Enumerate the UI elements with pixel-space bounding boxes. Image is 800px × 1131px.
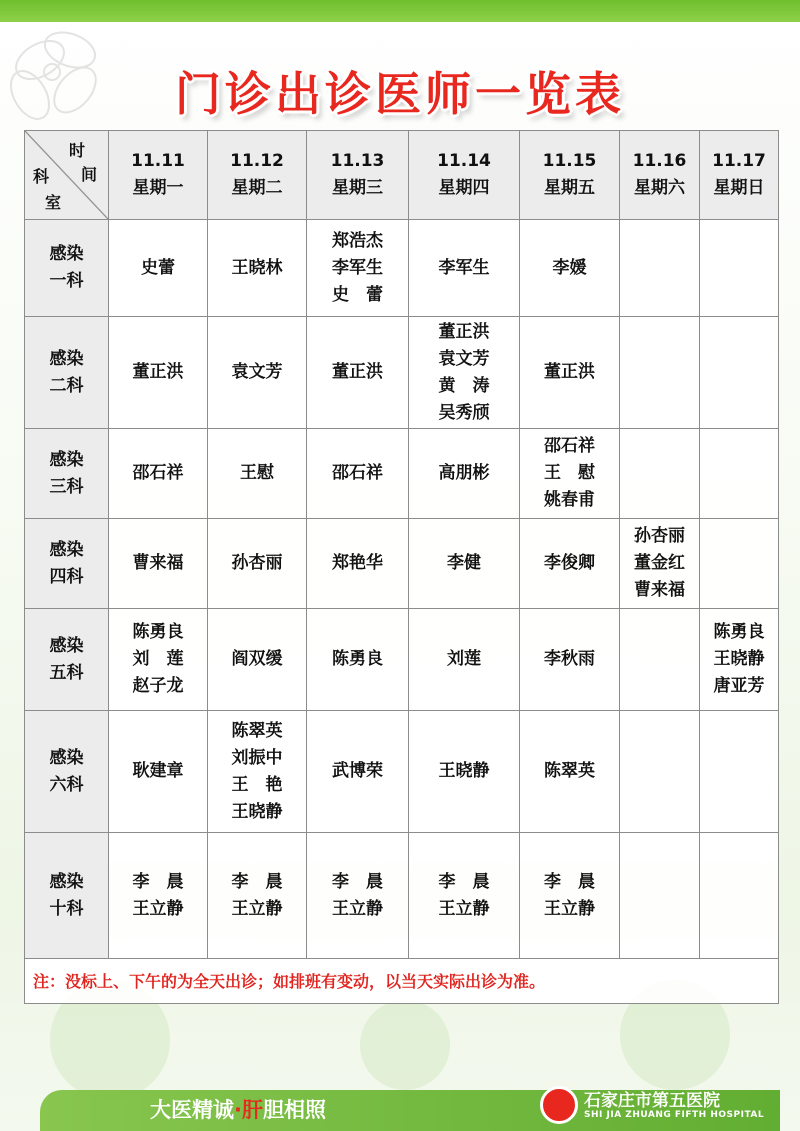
schedule-cell bbox=[520, 833, 620, 959]
schedule-cell bbox=[620, 609, 700, 711]
department-label: 十科 bbox=[49, 898, 84, 919]
doctor-name: 袁文芳 bbox=[438, 348, 490, 369]
corner-time-label: 时 bbox=[69, 141, 86, 160]
doctor-name: 陈翠英 bbox=[544, 761, 595, 781]
schedule-cell bbox=[307, 429, 409, 519]
day-weekday: 星期五 bbox=[544, 178, 595, 198]
day-date: 11.15 bbox=[542, 151, 597, 171]
schedule-cell bbox=[700, 609, 779, 711]
doctor-name: 董正洪 bbox=[438, 321, 490, 342]
schedule-cell bbox=[520, 317, 620, 429]
doctor-name: 邵石祥 bbox=[544, 436, 595, 456]
schedule-cell bbox=[409, 220, 520, 317]
corner-cell bbox=[25, 131, 109, 220]
day-date: 11.13 bbox=[330, 151, 385, 171]
doctor-name: 李 晨 bbox=[438, 871, 490, 892]
schedule-cell bbox=[700, 519, 779, 609]
doctor-name: 董正洪 bbox=[544, 362, 595, 382]
schedule-cell bbox=[109, 429, 208, 519]
schedule-cell bbox=[208, 711, 307, 833]
day-header bbox=[700, 131, 779, 220]
doctor-name: 刘莲 bbox=[447, 649, 481, 669]
slogan-part: 大医精诚 bbox=[150, 1098, 234, 1122]
doctor-name: 邵石祥 bbox=[132, 463, 184, 483]
note-row bbox=[25, 959, 779, 1004]
doctor-name: 孙杏丽 bbox=[634, 526, 685, 546]
department-cell bbox=[25, 429, 109, 519]
doctor-name: 李秋雨 bbox=[544, 649, 595, 669]
schedule-cell bbox=[409, 519, 520, 609]
table-row bbox=[25, 609, 779, 711]
department-cell bbox=[25, 609, 109, 711]
footer-slogan bbox=[150, 1094, 326, 1124]
schedule-cell bbox=[520, 519, 620, 609]
schedule-cell bbox=[700, 317, 779, 429]
doctor-name: 王晓林 bbox=[231, 257, 283, 278]
doctor-name: 姚春甫 bbox=[544, 490, 595, 510]
hospital-name-en: SHI JIA ZHUANG FIFTH HOSPITAL bbox=[584, 1110, 765, 1120]
doctor-name: 王晓静 bbox=[231, 801, 283, 822]
top-green-bar bbox=[0, 0, 800, 22]
doctor-name: 王立静 bbox=[332, 898, 383, 919]
doctor-name: 王立静 bbox=[438, 898, 490, 919]
doctor-name: 李健 bbox=[447, 553, 481, 573]
page-title: 门诊出诊医师一览表 bbox=[175, 67, 625, 121]
department-label: 二科 bbox=[49, 375, 84, 396]
schedule-cell bbox=[409, 711, 520, 833]
doctor-name: 李军生 bbox=[438, 257, 490, 278]
doctor-name: 吴秀颀 bbox=[438, 402, 490, 423]
schedule-cell bbox=[700, 220, 779, 317]
schedule-table bbox=[24, 130, 779, 1004]
footer bbox=[0, 1068, 800, 1131]
schedule-cell bbox=[208, 609, 307, 711]
day-weekday: 星期一 bbox=[132, 178, 184, 198]
doctor-name: 高朋彬 bbox=[438, 463, 490, 483]
doctor-name: 李 晨 bbox=[132, 871, 184, 892]
schedule-cell bbox=[620, 833, 700, 959]
day-header bbox=[208, 131, 307, 220]
table-row bbox=[25, 220, 779, 317]
doctor-name: 陈勇良 bbox=[713, 622, 765, 642]
corner-dept-label: 室 bbox=[45, 193, 62, 212]
doctor-name: 唐亚芳 bbox=[713, 676, 765, 696]
doctor-name: 刘 莲 bbox=[132, 649, 184, 669]
doctor-name: 李俊卿 bbox=[544, 553, 595, 573]
table-row bbox=[25, 317, 779, 429]
schedule-cell bbox=[409, 429, 520, 519]
doctor-name: 董金红 bbox=[634, 553, 685, 573]
schedule-cell bbox=[620, 220, 700, 317]
corner-time-label: 间 bbox=[81, 165, 98, 184]
doctor-name: 赵子龙 bbox=[132, 676, 184, 696]
day-header bbox=[409, 131, 520, 220]
day-date: 11.17 bbox=[712, 151, 766, 171]
day-weekday: 星期六 bbox=[634, 178, 685, 198]
hospital-name-cn: 石家庄市第五医院 bbox=[584, 1091, 720, 1111]
schedule-cell bbox=[700, 833, 779, 959]
schedule-cell bbox=[620, 317, 700, 429]
doctor-name: 陈勇良 bbox=[132, 622, 184, 642]
doctor-name: 史 蕾 bbox=[332, 284, 383, 305]
schedule-cell bbox=[307, 609, 409, 711]
department-label: 感染 bbox=[49, 871, 84, 892]
day-date: 11.16 bbox=[632, 151, 687, 171]
department-cell bbox=[25, 317, 109, 429]
doctor-name: 郑艳华 bbox=[332, 553, 383, 573]
schedule-cell bbox=[109, 609, 208, 711]
department-label: 感染 bbox=[49, 747, 84, 768]
schedule-note: 注：没标上、下午的为全天出诊；如排班有变动，以当天实际出诊为准。 bbox=[25, 959, 779, 1004]
doctor-name: 王 艳 bbox=[231, 774, 283, 795]
doctor-name: 王慰 bbox=[240, 463, 274, 483]
doctor-name: 李 晨 bbox=[231, 871, 283, 892]
slogan-part: 胆相照 bbox=[262, 1098, 326, 1122]
doctor-name: 李军生 bbox=[332, 257, 383, 278]
schedule-cell bbox=[208, 220, 307, 317]
schedule-cell bbox=[109, 833, 208, 959]
doctor-name: 刘振中 bbox=[231, 747, 283, 768]
schedule-cell bbox=[409, 317, 520, 429]
doctor-name: 阎双缓 bbox=[231, 649, 283, 669]
doctor-name: 王晓静 bbox=[438, 761, 490, 781]
department-label: 感染 bbox=[49, 449, 84, 470]
department-label: 感染 bbox=[49, 348, 84, 369]
doctor-name: 李 晨 bbox=[332, 871, 383, 892]
day-header bbox=[520, 131, 620, 220]
schedule-cell bbox=[409, 833, 520, 959]
schedule-cell bbox=[109, 711, 208, 833]
schedule-cell bbox=[109, 317, 208, 429]
doctor-name: 李 晨 bbox=[544, 871, 595, 892]
doctor-name: 王立静 bbox=[231, 898, 283, 919]
doctor-name: 袁文芳 bbox=[231, 362, 283, 382]
schedule-cell bbox=[520, 429, 620, 519]
doctor-name: 武博荣 bbox=[332, 761, 383, 781]
schedule-cell bbox=[700, 429, 779, 519]
doctor-name: 王立静 bbox=[132, 898, 184, 919]
department-label: 感染 bbox=[49, 244, 84, 264]
doctor-name: 史蕾 bbox=[141, 257, 175, 278]
schedule-cell bbox=[520, 711, 620, 833]
table-row bbox=[25, 833, 779, 959]
table-row bbox=[25, 711, 779, 833]
doctor-name: 孙杏丽 bbox=[231, 553, 283, 573]
schedule-cell bbox=[520, 609, 620, 711]
schedule-cell bbox=[109, 220, 208, 317]
schedule-cell bbox=[307, 317, 409, 429]
hospital-logo-icon bbox=[540, 1086, 578, 1124]
day-header bbox=[307, 131, 409, 220]
day-date: 11.12 bbox=[230, 151, 284, 171]
day-date: 11.14 bbox=[437, 151, 491, 171]
header-row bbox=[25, 131, 779, 220]
doctor-name: 邵石祥 bbox=[332, 463, 383, 483]
day-weekday: 星期二 bbox=[231, 178, 283, 198]
schedule-cell bbox=[620, 429, 700, 519]
day-date: 11.11 bbox=[131, 151, 185, 171]
doctor-name: 曹来福 bbox=[132, 553, 184, 573]
schedule-cell bbox=[208, 833, 307, 959]
schedule-cell bbox=[620, 519, 700, 609]
doctor-name: 王 慰 bbox=[544, 463, 595, 483]
doctor-name: 郑浩杰 bbox=[332, 230, 383, 251]
schedule-cell bbox=[307, 220, 409, 317]
schedule-cell bbox=[700, 711, 779, 833]
day-weekday: 星期日 bbox=[713, 178, 765, 198]
slogan-heart: ·肝 bbox=[234, 1098, 263, 1122]
schedule-cell bbox=[307, 711, 409, 833]
schedule-cell bbox=[307, 833, 409, 959]
doctor-name: 陈勇良 bbox=[332, 649, 383, 669]
day-header bbox=[620, 131, 700, 220]
schedule-cell bbox=[307, 519, 409, 609]
doctor-name: 曹来福 bbox=[634, 580, 685, 600]
department-label: 四科 bbox=[49, 566, 84, 587]
doctor-name: 陈翠英 bbox=[231, 720, 283, 741]
schedule-cell bbox=[620, 711, 700, 833]
doctor-name: 耿建章 bbox=[132, 761, 184, 781]
doctor-name: 王立静 bbox=[544, 898, 595, 919]
day-weekday: 星期三 bbox=[332, 178, 383, 198]
department-cell bbox=[25, 220, 109, 317]
schedule-cell bbox=[409, 609, 520, 711]
department-cell bbox=[25, 833, 109, 959]
doctor-name: 董正洪 bbox=[132, 362, 184, 382]
department-label: 感染 bbox=[49, 539, 84, 560]
doctor-name: 董正洪 bbox=[332, 362, 383, 382]
schedule-cell bbox=[208, 519, 307, 609]
schedule-cell bbox=[208, 429, 307, 519]
department-label: 三科 bbox=[49, 476, 84, 497]
department-cell bbox=[25, 519, 109, 609]
doctor-name: 王晓静 bbox=[713, 649, 765, 669]
table-row bbox=[25, 429, 779, 519]
doctor-name: 李媛 bbox=[552, 257, 587, 278]
corner-dept-label: 科 bbox=[33, 167, 50, 186]
schedule-cell bbox=[208, 317, 307, 429]
department-label: 感染 bbox=[49, 635, 84, 656]
day-weekday: 星期四 bbox=[438, 178, 490, 198]
department-label: 五科 bbox=[49, 662, 84, 683]
schedule-cell bbox=[109, 519, 208, 609]
department-label: 六科 bbox=[49, 774, 84, 795]
schedule-cell bbox=[520, 220, 620, 317]
doctor-name: 黄 涛 bbox=[438, 375, 490, 396]
department-cell bbox=[25, 711, 109, 833]
table-row bbox=[25, 519, 779, 609]
department-label: 一科 bbox=[49, 271, 84, 291]
day-header bbox=[109, 131, 208, 220]
